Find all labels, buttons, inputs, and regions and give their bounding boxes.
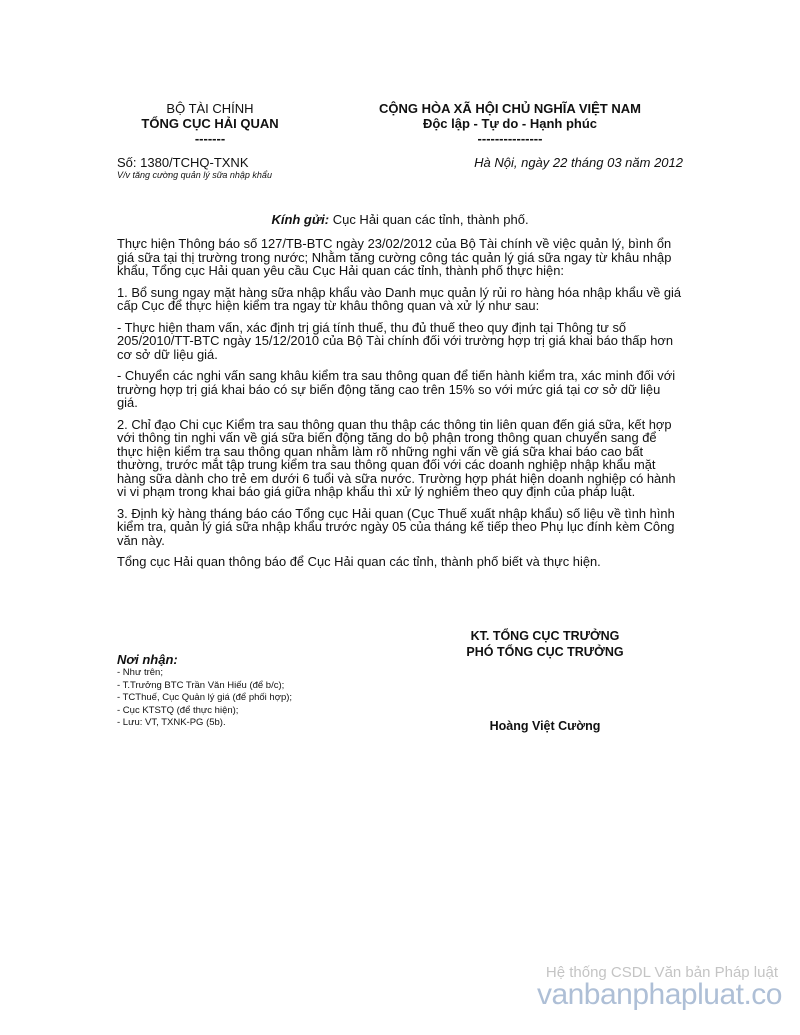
document-number: Số: 1380/TCHQ-TXNK xyxy=(117,155,249,170)
recipients-list xyxy=(117,667,292,730)
recipient-label: Kính gửi: xyxy=(271,212,330,227)
recipient-item: - Như trên; xyxy=(117,667,163,678)
body-paragraph: - Thực hiện tham vấn, xác định trị giá tính thuế, thu đủ thuế theo quy định tại Thông tư số 205/2010/TT-BTC ngày 15/12/2010 của Bộ Tài chính đối với trường hợp trị giá khai báo thấp hơn cơ sở dữ liệu giá. xyxy=(117,319,674,362)
document-subject: V/v tăng cường quản lý sữa nhập khẩu xyxy=(117,170,272,180)
national-motto-block xyxy=(340,101,680,146)
recipient-item: - Cục KTSTQ (để thực hiện); xyxy=(117,704,239,716)
body-paragraph: Tổng cục Hải quan thông báo để Cục Hải quan các tỉnh, thành phố biết và thực hiện. xyxy=(117,554,601,569)
signature-title xyxy=(440,629,650,660)
agency-name: TỔNG CỤC HẢI QUAN xyxy=(141,116,279,131)
date-place: Hà Nội, ngày 22 tháng 03 năm 2012 xyxy=(474,155,683,170)
recipient-item: - T.Trưởng BTC Trần Văn Hiếu (để b/c); xyxy=(117,679,285,691)
signature-title-line-1: KT. TỔNG CỤC TRƯỞNG xyxy=(470,629,620,643)
recipient-item: - TCThuế, Cục Quản lý giá (để phối hợp); xyxy=(117,692,293,703)
signer-name: Hoàng Việt Cường xyxy=(489,719,601,733)
document-body xyxy=(117,237,683,577)
ministry-name: BỘ TÀI CHÍNH xyxy=(166,101,254,116)
recipient-value: Cục Hải quan các tỉnh, thành phố. xyxy=(329,212,529,227)
signature-title-line-2: PHÓ TỔNG CỤC TRƯỞNG xyxy=(466,644,624,659)
motto-rule: --------------- xyxy=(477,131,543,146)
nation-name: CỘNG HÒA XÃ HỘI CHỦ NGHĨA VIỆT NAM xyxy=(379,101,641,116)
recipient-line xyxy=(117,212,683,227)
recipient-item: - Lưu: VT, TXNK-PG (5b). xyxy=(117,717,226,728)
body-paragraph: - Chuyển các nghi vấn sang khâu kiểm tra sau thông quan để tiến hành kiểm tra, xác minh đối với trường hợp trị giá khai báo có sự biến động tăng cao trên 15% so với mức giá tại cơ sở dữ liệu giá. xyxy=(117,368,676,410)
body-paragraph: Thực hiện Thông báo số 127/TB-BTC ngày 23/02/2012 của Bộ Tài chính về việc quản lý, bình ổn giá sữa tại thị trường trong nước; Nhằm tăng cường công tác quản lý giá sữa ngay từ khâu nhập khẩu, Tổng cục Hải quan yêu cầu Cục Hải quan các tỉnh, thành phố thực hiện: xyxy=(117,236,672,278)
watermark-caption: Hệ thống CSDL Văn bản Pháp luật xyxy=(545,964,778,981)
body-paragraph: 3. Định kỳ hàng tháng báo cáo Tổng cục Hải quan (Cục Thuế xuất nhập khẩu) số liệu về tình hình kiểm tra, quản lý giá sữa nhập khẩu trước ngày 05 của tháng kế tiếp theo Phụ lục đính kèm Công văn này. xyxy=(117,505,675,548)
body-paragraph: 1. Bổ sung ngay mặt hàng sữa nhập khẩu vào Danh mục quản lý rủi ro hàng hóa nhập khẩu về giá cấp Cục để thực hiện kiểm tra ngay từ khâu thông quan và xử lý như sau: xyxy=(117,284,682,313)
issuing-agency-block xyxy=(110,101,310,146)
agency-rule: ------- xyxy=(194,131,226,146)
motto: Độc lập - Tự do - Hạnh phúc xyxy=(422,116,598,131)
body-paragraph: 2. Chỉ đạo Chi cục Kiểm tra sau thông quan thu thập các thông tin liên quan đến giá sữa, kết hợp với thông tin nghi vấn về giá sữa biến động tăng do bộ phận trong thông quan chuyển sang để thực hiện kiểm tra sau thông quan nhằm làm rõ những nghi vấn về giá sữa khai báo cao bất thường, trước mắt tập trung kiểm tra sau thông quan đối với các doanh nghiệp nhập khẩu mặt hàng sữa dành cho trẻ em dưới 6 tuổi và sữa nước. Trường hợp phát hiện doanh nghiệp có hành vi vi phạm trong khai báo giá giữa nhập khẩu thì xử lý nghiêm theo quy định của pháp luật. xyxy=(117,416,676,499)
recipients-label: Nơi nhận: xyxy=(117,652,178,667)
watermark-site: vanbanphapluat.co xyxy=(536,978,782,1011)
